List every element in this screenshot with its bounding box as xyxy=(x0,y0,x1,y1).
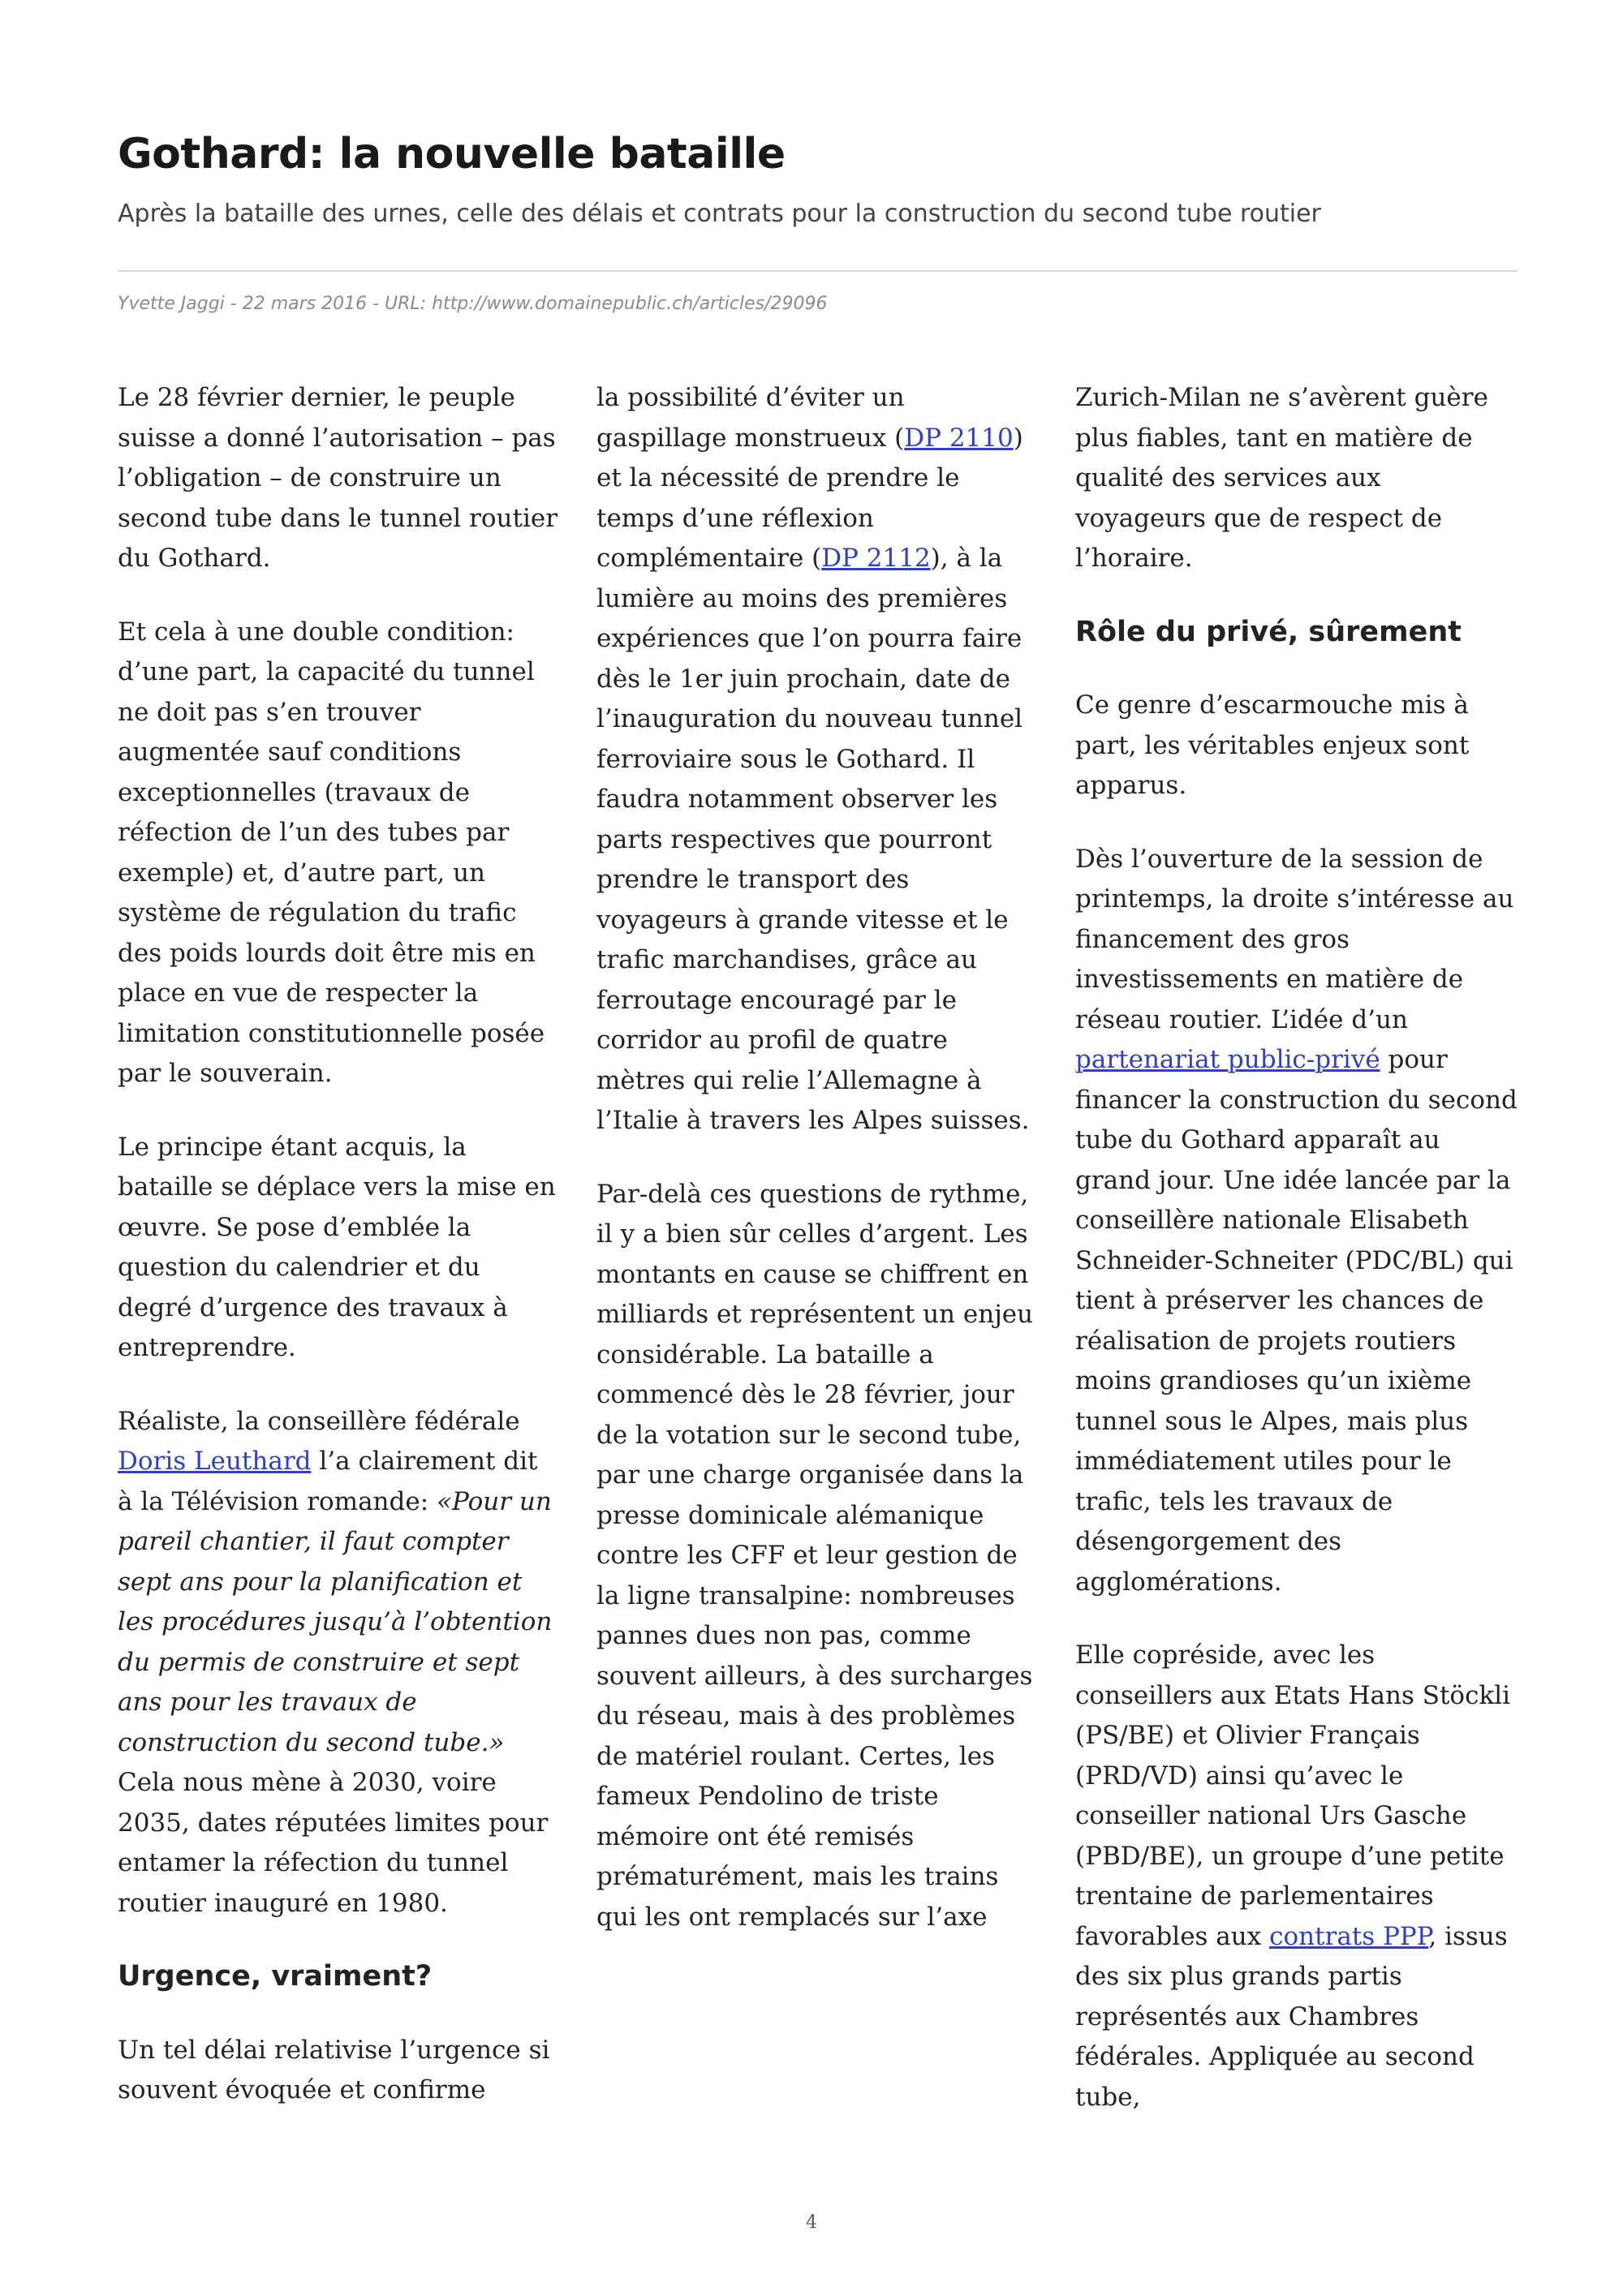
link-doris-leuthard[interactable]: Doris Leuthard xyxy=(118,1447,312,1476)
text-run: la possibilité d’éviter un gaspillage monstrueux ( xyxy=(596,383,905,453)
paragraph: Le 28 février dernier, le peuple suisse a donné l’autorisation – pas l’obligation – de construire un second tube dans le tunnel routier du Gothard. xyxy=(118,383,558,573)
article-title: Gothard: la nouvelle bataille xyxy=(118,130,786,178)
article-meta: Yvette Jaggi - 22 mars 2016 - URL: http://www.domainepublic.ch/articles/29096 xyxy=(118,294,828,314)
text-run: , issus des six plus grands partis représentés aux Chambres fédérales. Appliquée au second tube, xyxy=(1075,1921,1508,2112)
link-partenariat-public-prive[interactable]: partenariat public-privé xyxy=(1075,1045,1380,1074)
text-column-1 xyxy=(118,378,560,2144)
paragraph xyxy=(1075,1636,1518,2118)
text-run: l’a clairement dit à la Télévision romande: xyxy=(118,1447,538,1516)
paragraph: Un tel délai relativise l’urgence si souvent évoquée et confirme xyxy=(118,2035,550,2105)
link-dp-2112[interactable]: DP 2112 xyxy=(821,544,931,573)
text-run: Elle copréside, avec les conseillers aux Etats Hans Stöckli (PS/BE) et Olivier Français (PRD/VD) ainsi qu’avec le conseiller national Urs Gasche (PBD/BE), un groupe d’une petite trentaine de parlementaires favorables aux xyxy=(1075,1640,1511,1951)
text-run: Dès l’ouverture de la session de printemps, la droite s’intéresse au financement des gros investissements en matière de réseau routier. L’idée d’un xyxy=(1075,844,1514,1034)
paragraph: Et cela à une double condition: d’une part, la capacité du tunnel ne doit pas s’en trouver augmentée sauf conditions exceptionnelles (travaux de réfection de l’un des tubes par exemple) et, d’autre part, un système de régulation du trafic des poids lourds doit être mis en place en vue de respecter la limitation constitutionnelle posée par le souverain. xyxy=(118,617,545,1088)
quote: «Pour un pareil chantier, il faut compter sept ans pour la planification et les procédures jusqu’à l’obtention du permis de construire et sept ans pour les travaux de construction du second tube.» xyxy=(118,1486,553,1757)
section-heading-role-du-prive: Rôle du privé, sûrement xyxy=(1075,615,1462,648)
page-number: 4 xyxy=(806,2212,817,2233)
paragraph: Ce genre d’escarmouche mis à part, les véritables enjeux sont apparus. xyxy=(1075,690,1470,800)
text-run: pour financer la construction du second tube du Gothard apparaît au grand jour. Une idée lancée par la conseillère nationale Elisabeth Schneider-Schneiter (PDC/BL) qui tient à préserver les chances de réalisation de projets routiers moins grandioses qu’un ixième tunnel sous le Alpes, mais plus immédiatement utiles pour le trafic, tels les travaux de désengorgement des agglomérations. xyxy=(1075,1045,1518,1597)
text-run: Cela nous mène à 2030, voire 2035, dates réputées limites pour entamer la réfection du tunnel routier inauguré en 1980. xyxy=(118,1768,549,1918)
paragraph: Le principe étant acquis, la bataille se déplace vers la mise en œuvre. Se pose d’emblée la question du calendrier et du degré d’urgence des travaux à entreprendre. xyxy=(118,1132,556,1362)
text-column-2 xyxy=(596,378,1039,1971)
paragraph: Par-delà ces questions de rythme, il y a bien sûr celles d’argent. Les montants en cause se chiffrent en milliards et représentent un enjeu considérable. La bataille a commencé dès le 28 février, jour de la votation sur le second tube, par une charge organisée dans la presse dominicale alémanique contre les CFF et leur gestion de la ligne transalpine: nombreuses pannes dues non pas, comme souvent ailleurs, à des surcharges du réseau, mais à des problèmes de matériel roulant. Certes, les fameux Pendolino de triste mémoire ont été remisés prématurément, mais les trains qui les ont remplacés sur l’axe xyxy=(596,1179,1034,1932)
paragraph: Zurich-Milan ne s’avèrent guère plus fiables, tant en matière de qualité des services aux voyageurs que de respect de l’horaire. xyxy=(1075,383,1488,573)
link-dp-2110[interactable]: DP 2110 xyxy=(904,423,1014,453)
article-subtitle: Après la bataille des urnes, celle des délais et contrats pour la construction du second tube routier xyxy=(118,200,1321,228)
paragraph xyxy=(1075,840,1518,1603)
text-run: ), à la lumière au moins des premières expériences que l’on pourra faire dès le 1er juin prochain, date de l’inauguration du nouveau tunnel ferroviaire sous le Gothard. Il faudra notamment observer les parts respectives que pourront prendre le transport des voyageurs à grande vitesse et le trafic marchandises, grâce au ferroutage encouragé par le corridor au profil de quatre mètres qui relie l’Allemagne à l’Italie à travers les Alpes suisses. xyxy=(596,544,1030,1135)
paragraph xyxy=(118,1402,560,1924)
text-run: ) et la nécessité de prendre le temps d’une réflexion complémentaire ( xyxy=(596,423,1023,573)
section-heading-urgence: Urgence, vraiment? xyxy=(118,1960,433,1993)
header-divider xyxy=(118,270,1518,272)
paragraph xyxy=(596,378,1039,1142)
text-run: Réaliste, la conseillère fédérale xyxy=(118,1406,520,1436)
text-column-3 xyxy=(1075,378,1518,2151)
link-contrats-ppp[interactable]: contrats PPP xyxy=(1269,1921,1429,1951)
